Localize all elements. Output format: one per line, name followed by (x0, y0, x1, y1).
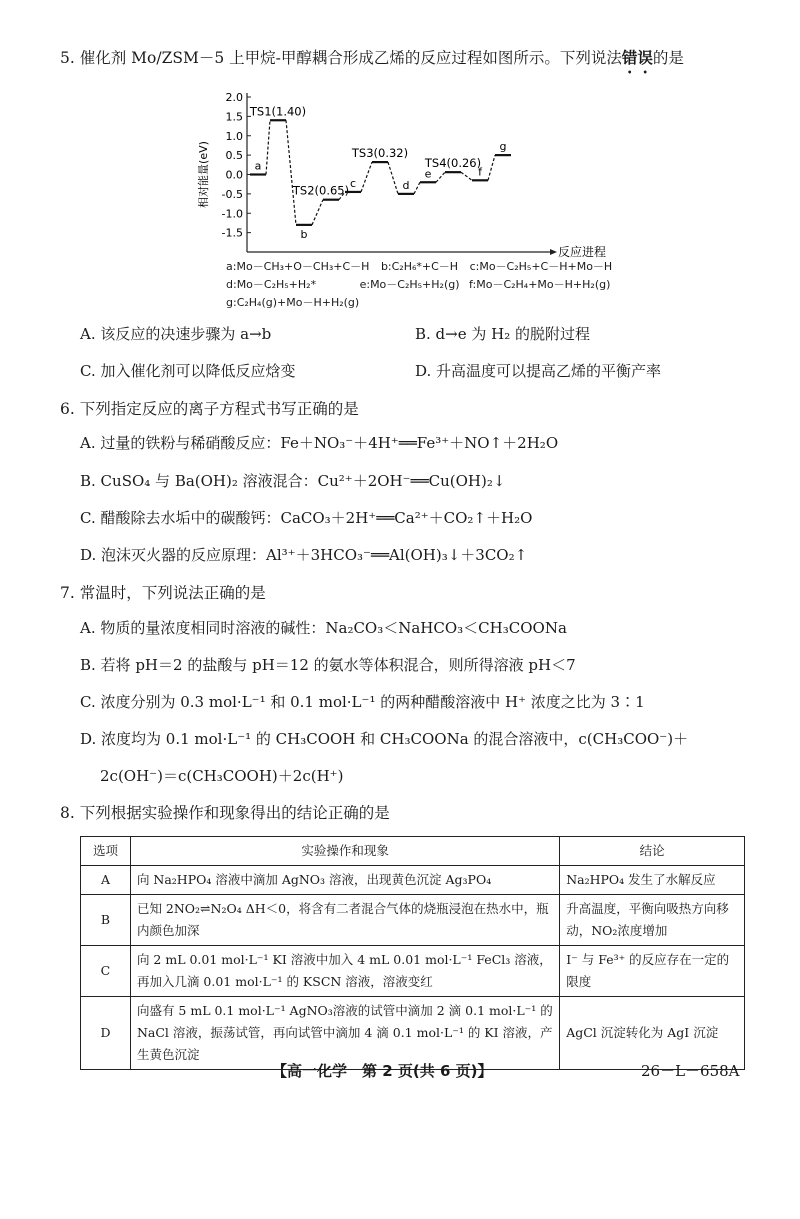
legend-line-1 (226, 258, 612, 274)
energy-level-label-3: TS2(0.65) (292, 183, 350, 198)
row-d-operation: 向盛有 5 mL 0.1 mol·L⁻¹ AgNO₃溶液的试管中滴加 2 滴 0.1 mol·L⁻¹ 的 NaCl 溶液，振荡试管，再向试管中滴加 4 滴 0.1 mol·L⁻¹ 的 KI 溶液，产生黄色沉淀 (130, 997, 559, 1070)
energy-level-label-8: TS4(0.26) (424, 156, 482, 171)
energy-level-label-10: g (499, 140, 507, 154)
q6-option-c: C. 醋酸除去水垢中的碳酸钙：CaCO₃＋2H⁺══Ca²⁺＋CO₂↑＋H₂O (80, 509, 533, 527)
row-a-operation: 向 Na₂HPO₄ 溶液中滴加 AgNO₃ 溶液，出现黄色沉淀 Ag₃PO₄ (130, 866, 559, 895)
table-row (81, 997, 745, 1070)
y-tick-label: 2.0 (225, 91, 243, 104)
q5-stem (60, 46, 684, 77)
row-d-option: D (81, 997, 131, 1070)
energy-level-label-9: f (478, 165, 482, 179)
table-header-row (81, 837, 745, 866)
energy-level-label-0: a (254, 159, 262, 173)
row-a-option: A (81, 866, 131, 895)
row-b-option: B (81, 895, 131, 946)
y-tick-label: 1.0 (225, 129, 243, 143)
energy-level-label-5: TS3(0.32) (351, 146, 409, 161)
table-row (81, 895, 745, 946)
q5-stem-tail: 的是 (652, 49, 684, 67)
footer-title: 【高一化学 第 2 页(共 6 页)】 (272, 1062, 493, 1080)
q5-stem-text: 5. 催化剂 Mo/ZSM－5 上甲烷-甲醇耦合形成乙烯的反应过程如图所示。下列说法 (60, 49, 622, 67)
q7-option-c: C. 浓度分别为 0.3 mol·L⁻¹ 和 0.1 mol·L⁻¹ 的两种醋酸溶液中 H⁺ 浓度之比为 3∶1 (80, 693, 645, 711)
q6-option-d: D. 泡沫灭火器的反应原理：Al³⁺＋3HCO₃⁻══Al(OH)₃↓＋3CO₂↑ (80, 546, 528, 564)
energy-connector-3 (312, 200, 323, 225)
energy-connector-10 (488, 155, 495, 180)
q5-option-c: C. 加入催化剂可以降低反应焓变 (80, 362, 296, 380)
q7-option-d-line2: 2c(OH⁻)＝c(CH₃COOH)＋2c(H⁺) (100, 767, 344, 785)
header-option: 选项 (81, 837, 131, 866)
energy-connector-7 (414, 182, 420, 194)
q8-table (80, 836, 745, 1070)
q5-option-d: D. 升高温度可以提高乙烯的平衡产率 (415, 362, 662, 380)
row-a-conclusion: Na₂HPO₄ 发生了水解反应 (560, 866, 745, 895)
legend-f: f:Mo－C₂H₄+Mo－H+H₂(g) (469, 278, 611, 291)
row-d-conclusion: AgCl 沉淀转化为 AgI 沉淀 (560, 997, 745, 1070)
x-axis-arrow (550, 249, 557, 255)
q5-option-b: B. d→e 为 H₂ 的脱附过程 (415, 325, 591, 343)
y-tick-label: -0.5 (221, 187, 243, 201)
q5-option-a: A. 该反应的决速步骤为 a→b (80, 325, 272, 343)
energy-connector-5 (361, 162, 372, 192)
row-c-operation: 向 2 mL 0.01 mol·L⁻¹ KI 溶液中加入 4 mL 0.01 mol·L⁻¹ FeCl₃ 溶液，再加入几滴 0.01 mol·L⁻¹ 的 KSCN 溶液，溶液变红 (130, 946, 559, 997)
footer-code: 26－L－658A (641, 1062, 740, 1080)
energy-connector-2 (286, 120, 296, 225)
energy-connector-6 (388, 162, 398, 194)
legend-c: c:Mo－C₂H₅+C－H+Mo－H (469, 260, 613, 273)
energy-connector-8 (436, 172, 445, 182)
energy-level-label-2: b (300, 227, 308, 241)
q7-option-d-line1: D. 浓度均为 0.1 mol·L⁻¹ 的 CH₃COOH 和 CH₃COONa 的混合溶液中，c(CH₃COO⁻)＋ (80, 730, 689, 748)
header-operation: 实验操作和现象 (130, 837, 559, 866)
legend-g: g:C₂H₄(g)+Mo－H+H₂(g) (226, 296, 360, 309)
chart-marks (249, 104, 511, 241)
legend-b: b:C₂H₆*+C－H (380, 260, 459, 273)
table-row (81, 866, 745, 895)
y-tick-label: 0.5 (225, 149, 243, 163)
q8-stem: 8. 下列根据实验操作和现象得出的结论正确的是 (60, 804, 390, 822)
energy-level-label-4: c (349, 176, 357, 190)
row-b-conclusion: 升高温度，平衡向吸热方向移动，NO₂浓度增加 (560, 895, 745, 946)
y-tick-label: 1.5 (225, 110, 243, 124)
y-tick-label: 0.0 (225, 168, 243, 182)
row-c-conclusion: I⁻ 与 Fe³⁺ 的反应存在一定的限度 (560, 946, 745, 997)
q6-option-b: B. CuSO₄ 与 Ba(OH)₂ 溶液混合：Cu²⁺＋2OH⁻══Cu(OH)₂↓ (80, 472, 506, 490)
legend-line-2 (226, 276, 610, 292)
q6-option-a: A. 过量的铁粉与稀硝酸反应：Fe＋NO₃⁻＋4H⁺══Fe³⁺＋NO↑＋2H₂O (80, 434, 559, 452)
energy-level-label-7: e (424, 167, 432, 181)
energy-connector-1 (266, 120, 270, 174)
energy-level-label-1: TS1(1.40) (249, 104, 307, 119)
q7-stem: 7. 常温时，下列说法正确的是 (60, 584, 266, 602)
y-tick-label: -1.5 (221, 226, 243, 240)
row-c-option: C (81, 946, 131, 997)
q6-stem: 6. 下列指定反应的离子方程式书写正确的是 (60, 400, 359, 418)
y-tick-label: -1.0 (221, 207, 243, 221)
energy-level-label-6: d (402, 178, 410, 192)
legend-d: d:Mo－C₂H₅+H₂* (226, 278, 317, 291)
table-row (81, 946, 745, 997)
q7-option-a: A. 物质的量浓度相同时溶液的碱性：Na₂CO₃＜NaHCO₃＜CH₃COONa (80, 619, 567, 637)
legend-e: e:Mo－C₂H₅+H₂(g) (359, 278, 460, 291)
energy-connector-9 (461, 172, 472, 180)
q7-option-b: B. 若将 pH＝2 的盐酸与 pH＝12 的氨水等体积混合，则所得溶液 pH＜7 (80, 656, 576, 674)
legend-line-3 (226, 294, 359, 310)
x-axis-label: 反应进程 (558, 245, 607, 259)
header-conclusion: 结论 (560, 837, 745, 866)
energy-profile-chart (195, 85, 625, 265)
row-b-operation: 已知 2NO₂⇌N₂O₄ ΔH＜0，将含有二者混合气体的烧瓶浸泡在热水中，瓶内颜色加深 (130, 895, 559, 946)
y-axis-label: 相对能量(eV) (197, 141, 210, 208)
legend-a: a:Mo－CH₃+O－CH₃+C－H (226, 260, 370, 273)
q5-stem-emphasis: 错误 (621, 48, 653, 67)
